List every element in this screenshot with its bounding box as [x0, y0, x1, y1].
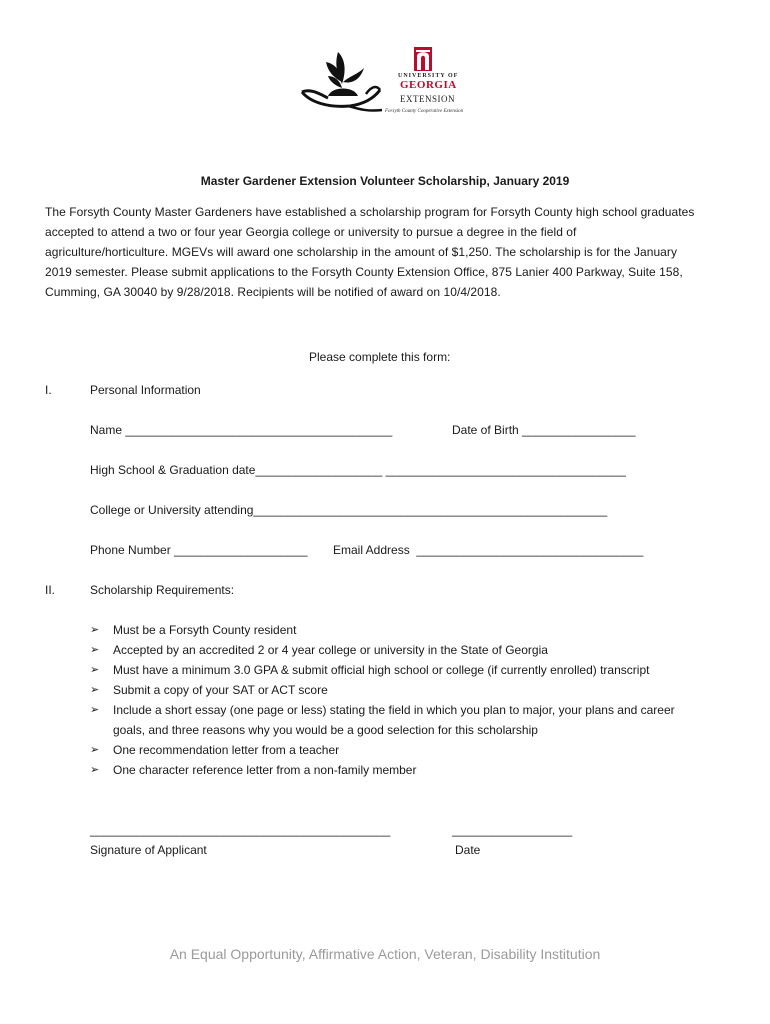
college-field[interactable]: College or University attending_____________________________________________________ [90, 503, 608, 517]
hand-plant-logo [298, 44, 386, 120]
name-field[interactable]: Name ________________________________________ [90, 423, 393, 437]
page-title: Master Gardener Extension Volunteer Scholarship, January 2019 [200, 174, 570, 188]
high-school-field[interactable]: High School & Graduation date___________________ ____________________________________ [90, 463, 626, 477]
date-label: Date [455, 843, 481, 857]
arrow-bullet-icon: ➢ [90, 624, 100, 636]
section-2-numeral: II. [45, 583, 56, 597]
requirement-text: Submit a copy of your SAT or ACT score [113, 683, 328, 697]
section-1-numeral: I. [45, 383, 52, 397]
requirement-text: Include a short essay (one page or less) stating the field in which you plan to major, your plans and career [113, 703, 675, 717]
signature-line[interactable]: _____________________________________________ [90, 823, 391, 837]
arrow-bullet-icon: ➢ [90, 764, 100, 776]
arrow-bullet-icon: ➢ [90, 664, 100, 676]
form-prompt: Please complete this form: [309, 350, 451, 364]
requirement-text: One recommendation letter from a teacher [113, 743, 340, 757]
requirement-text: Must have a minimum 3.0 GPA & submit official high school or college (if currently enrolled) transcript [113, 663, 650, 677]
date-of-birth-field[interactable]: Date of Birth _________________ [452, 423, 636, 437]
intro-line: accepted to attend a two or four year Georgia college or university to pursue a degree in the field of [45, 225, 577, 239]
requirement-continuation: goals, and three reasons why you would be a good selection for this scholarship [113, 723, 538, 737]
intro-line: Cumming, GA 30040 by 9/28/2018. Recipients will be notified of award on 10/4/2018. [45, 285, 501, 299]
intro-line: 2019 semester. Please submit applications to the Forsyth County Extension Office, 875 Lanier 400 Parkway, Suite 158, [45, 265, 683, 279]
email-field[interactable]: Email Address __________________________________ [333, 543, 644, 557]
section-2-heading: Scholarship Requirements: [90, 583, 235, 597]
section-1-heading: Personal Information [90, 383, 201, 397]
intro-line: The Forsyth County Master Gardeners have established a scholarship program for Forsyth County high school graduates [45, 205, 695, 219]
phone-field[interactable]: Phone Number ____________________ [90, 543, 308, 557]
arrow-bullet-icon: ➢ [90, 644, 100, 656]
signature-date-line[interactable]: __________________ [452, 823, 573, 837]
intro-line: agriculture/horticulture. MGEVs will award one scholarship in the amount of $1,250. The scholarship is for the January [45, 245, 677, 259]
logo-subline: Forsyth County Cooperative Extension [385, 109, 464, 114]
requirement-text: Accepted by an accredited 2 or 4 year college or university in the State of Georgia [113, 643, 548, 657]
georgia-arch-icon [413, 46, 433, 72]
intro-paragraph [45, 202, 735, 302]
arrow-bullet-icon: ➢ [90, 744, 100, 756]
logo-extension: EXTENSION [400, 94, 455, 104]
requirement-text: Must be a Forsyth County resident [113, 623, 297, 637]
logo-georgia: GEORGIA [400, 79, 457, 91]
requirement-text: One character reference letter from a non-family member [113, 763, 417, 777]
arrow-bullet-icon: ➢ [90, 684, 100, 696]
arrow-bullet-icon: ➢ [90, 704, 100, 716]
footer-statement: An Equal Opportunity, Affirmative Action, Veteran, Disability Institution [169, 946, 601, 962]
logo-university-of: UNIVERSITY OF [398, 73, 459, 79]
signature-label: Signature of Applicant [90, 843, 207, 857]
